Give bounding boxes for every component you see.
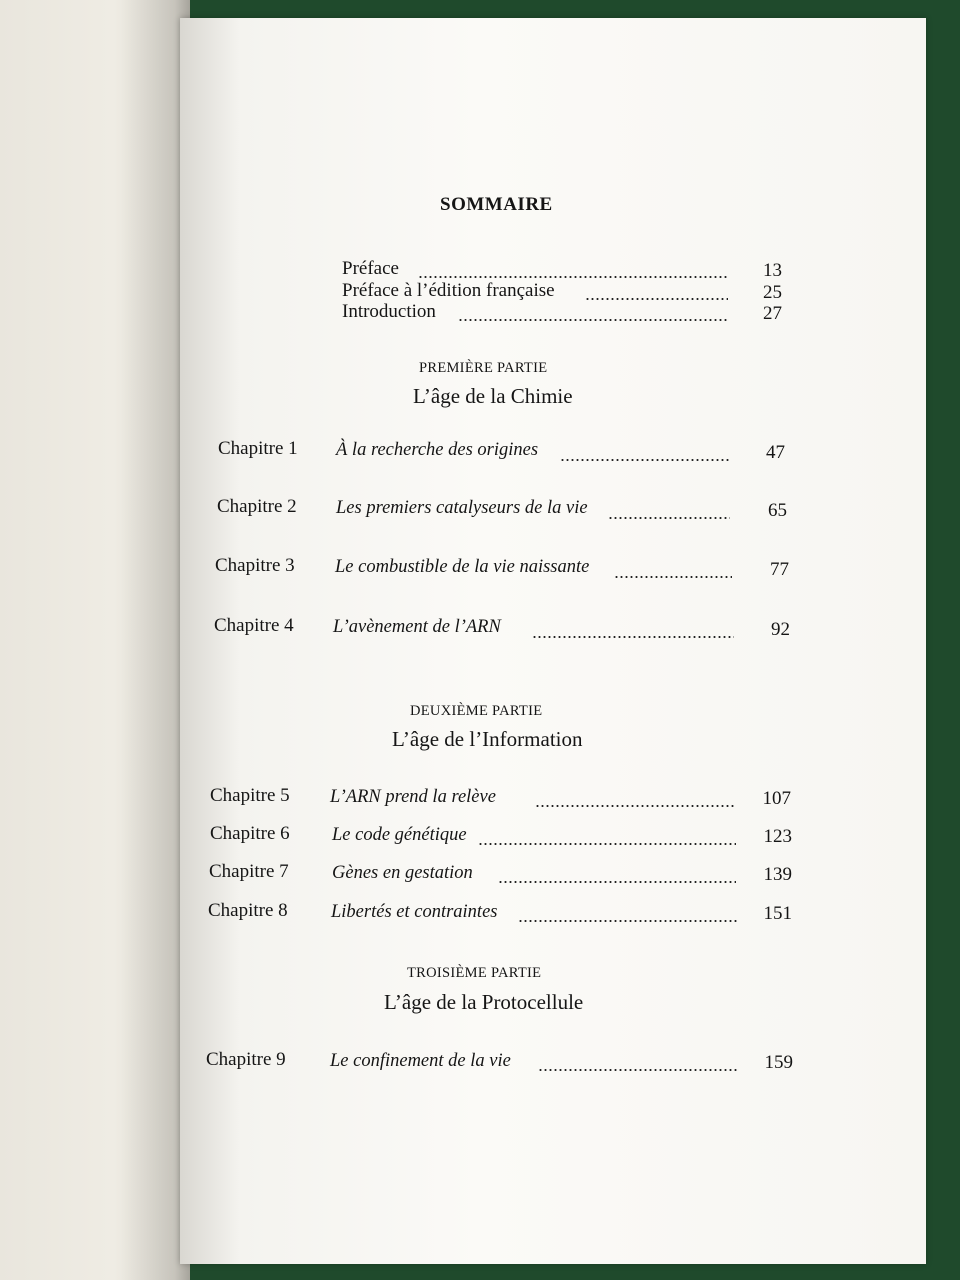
dot-leader [498,880,736,884]
page-number: 77 [770,559,789,580]
chapter-number: Chapitre 4 [214,615,294,636]
page-number: 25 [763,282,782,303]
dot-leader [608,516,730,520]
book-page [180,18,926,1264]
chapter-title: Libertés et contraintes [331,902,498,922]
dot-leader [538,1068,738,1072]
chapter-number: Chapitre 7 [209,861,289,882]
chapter-title: Le combustible de la vie naissante [335,557,590,577]
chapter-title: Le confinement de la vie [330,1051,511,1071]
chapter-title: L’avènement de l’ARN [333,617,501,637]
page-number: 151 [763,903,792,924]
chapter-title: À la recherche des origines [336,440,539,460]
page-number: 65 [768,500,787,521]
chapter-number: Chapitre 5 [210,785,290,806]
chapter-number: Chapitre 2 [217,496,297,517]
page-number: 159 [764,1052,793,1073]
page-number: 123 [763,826,792,847]
dot-leader [560,458,730,462]
chapter-title: Le code génétique [332,825,467,845]
chapter-number: Chapitre 8 [208,900,288,921]
page-number: 92 [771,619,790,640]
part-label: TROISIÈME PARTIE [407,965,542,981]
dot-leader [535,804,735,808]
page-number: 139 [763,864,792,885]
dot-leader [585,297,728,301]
front-matter-label: Introduction [342,301,436,322]
dot-leader [518,919,737,923]
chapter-number: Chapitre 3 [215,555,295,576]
chapter-title: Gènes en gestation [332,863,473,883]
chapter-number: Chapitre 6 [210,823,290,844]
page-number: 27 [763,303,782,324]
dot-leader [458,318,728,322]
part-title: L’âge de la Chimie [413,384,573,408]
front-matter-label: Préface à l’édition française [342,280,555,301]
chapter-number: Chapitre 1 [218,438,298,459]
page-number: 107 [762,788,791,809]
dot-leader [532,635,734,639]
part-label: PREMIÈRE PARTIE [419,360,548,376]
dot-leader [614,575,732,579]
chapter-title: Les premiers catalyseurs de la vie [336,498,588,518]
part-label: DEUXIÈME PARTIE [410,703,543,719]
page-number: 13 [763,260,782,281]
chapter-title: L’ARN prend la relève [330,787,496,807]
part-title: L’âge de l’Information [392,727,583,751]
contents-title: SOMMAIRE [440,194,553,215]
front-matter-label: Préface [342,258,399,279]
chapter-number: Chapitre 9 [206,1049,286,1070]
dot-leader [418,275,728,279]
part-title: L’âge de la Protocellule [384,990,584,1014]
dot-leader [478,842,736,846]
page-number: 47 [766,442,785,463]
